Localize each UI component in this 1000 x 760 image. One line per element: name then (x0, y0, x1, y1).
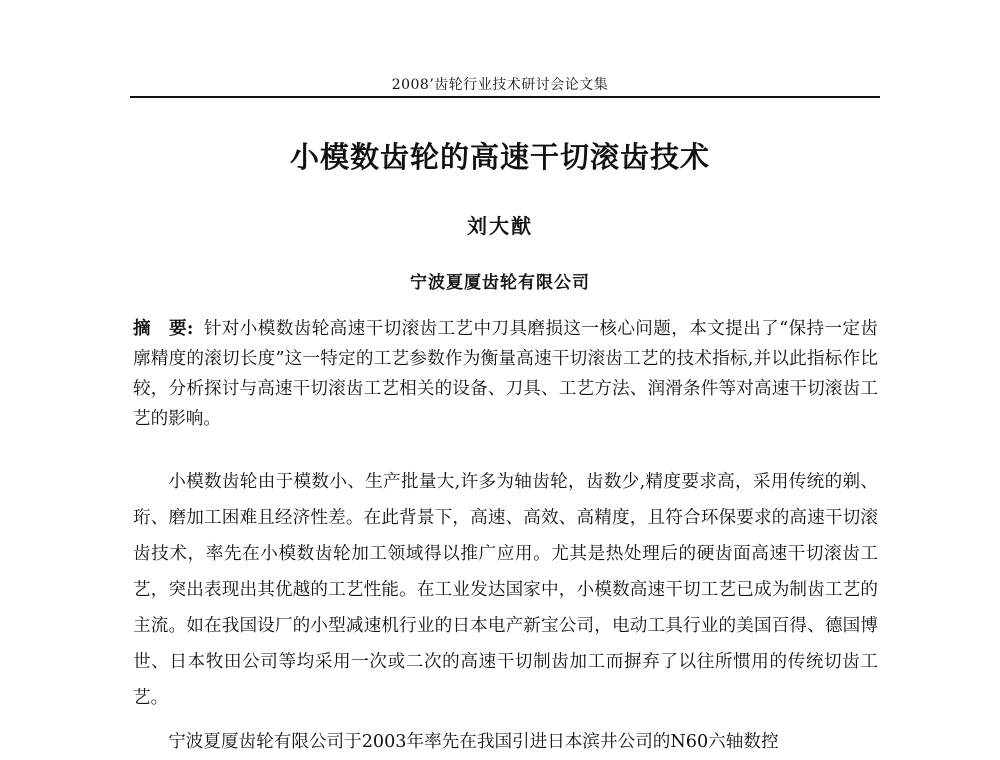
abstract (133, 314, 878, 434)
abstract-label: 摘 要: (133, 318, 194, 339)
body-paragraph: 宁波夏厦齿轮有限公司于2003年率先在我国引进日本滨井公司的N60六轴数控 (168, 732, 779, 752)
paper-title: 小模数齿轮的高速干切滚齿技术 (289, 140, 710, 174)
author-name: 刘大猷 (467, 214, 533, 238)
running-header: 2008’齿轮行业技术研讨会论文集 (391, 77, 609, 93)
abstract-text: 针对小模数齿轮高速干切滚齿工艺中刀具磨损这一核心问题，本文提出了“保持一定齿廓精度的滚切长度”这一特定的工艺参数作为衡量高速干切滚齿工艺的技术指标,并以此指标作比较，分析探讨与高速干切滚齿工艺相关的设备、刀具、工艺方法、润滑条件等对高速干切滚齿工艺的影响。 (133, 319, 879, 429)
author-affiliation: 宁波夏厦齿轮有限公司 (410, 273, 590, 293)
header-rule (130, 96, 880, 98)
body-paragraph: 小模数齿轮由于模数小、生产批量大,许多为轴齿轮，齿数少,精度要求高，采用传统的剃、珩、磨加工困难且经济性差。在此背景下，高速、高效、高精度，且符合环保要求的高速干切滚齿技术，率先在小模数齿轮加工领域得以推广应用。尤其是热处理后的硬齿面高速干切滚齿工艺，突出表现出其优越的工艺性能。在工业发达国家中，小模数高速干切工艺已成为制齿工艺的主流。如在我国设厂的小型减速机行业的日本电产新宝公司，电动工具行业的美国百得、德国博世、日本牧田公司等均采用一次或二次的高速干切制齿加工而摒弃了以往所惯用的传统切齿工艺。 (133, 472, 878, 708)
body-text (133, 464, 878, 760)
